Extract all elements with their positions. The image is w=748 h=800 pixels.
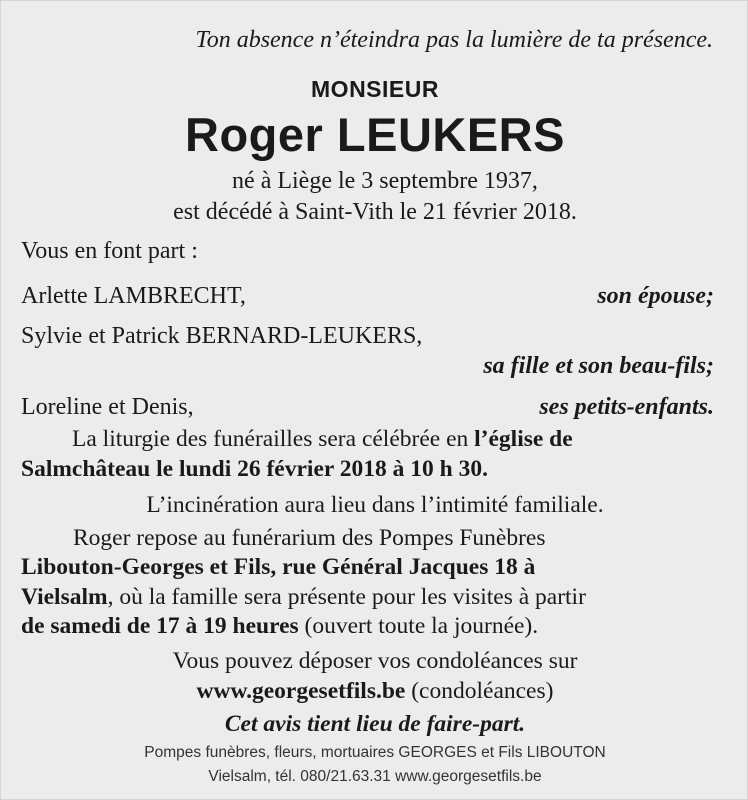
family-names-1: Arlette LAMBRECHT,: [21, 283, 246, 309]
liturgy-line-1: [72, 426, 573, 453]
repose-town: Vielsalm: [21, 584, 108, 610]
family-relation-1: son épouse;: [597, 283, 714, 309]
condolences-url: www.georgesetfils.be: [196, 678, 406, 704]
repose-visit-hours: de samedi de 17 à 19 heures: [21, 613, 299, 639]
repose-line-1: Roger repose au funérarium des Pompes Funèbres: [73, 525, 546, 551]
death-line: est décédé à Saint-Vith le 21 février 2018.: [173, 199, 577, 225]
liturgy-text: La liturgie des funérailles sera célébrée en: [72, 426, 469, 452]
footer-line-1: Pompes funèbres, fleurs, mortuaires GEORGES et Fils LIBOUTON: [144, 744, 606, 761]
footer-line-2: Vielsalm, tél. 080/21.63.31 www.georgesetfils.be: [208, 768, 542, 785]
repose-visit-note: (ouvert toute la journée).: [298, 613, 539, 639]
liturgy-church: l’église de: [474, 426, 573, 452]
condolences-line-1: Vous pouvez déposer vos condoléances sur: [172, 648, 578, 674]
deceased-name: Roger LEUKERS: [185, 108, 565, 161]
epigraph: Ton absence n’éteindra pas la lumière de ta présence.: [195, 27, 713, 53]
cremation-line: L’incinération aura lieu dans l’intimité familiale.: [146, 492, 604, 518]
repose-visit-text: , où la famille sera présente pour les visites à partir: [107, 584, 586, 610]
birth-line: né à Liège le 3 septembre 1937,: [232, 168, 538, 194]
liturgy-line-2: Salmchâteau le lundi 26 février 2018 à 10 h 30.: [21, 456, 488, 482]
notice-line: Cet avis tient lieu de faire-part.: [224, 711, 526, 737]
honorific: MONSIEUR: [311, 76, 439, 102]
condolences-line-2: [1, 678, 748, 705]
family-relation-3: ses petits-enfants.: [539, 394, 714, 420]
repose-line-2: Libouton-Georges et Fils, rue Général Jacques 18 à: [21, 554, 536, 580]
family-names-3: Loreline et Denis,: [21, 394, 194, 420]
condolences-note: (condoléances): [405, 678, 554, 704]
family-relation-2: sa fille et son beau-fils;: [483, 353, 714, 379]
repose-line-3: [21, 584, 586, 611]
repose-line-4: [21, 613, 538, 640]
family-names-2: Sylvie et Patrick BERNARD-LEUKERS,: [21, 323, 423, 349]
announce-line: Vous en font part :: [21, 238, 198, 264]
